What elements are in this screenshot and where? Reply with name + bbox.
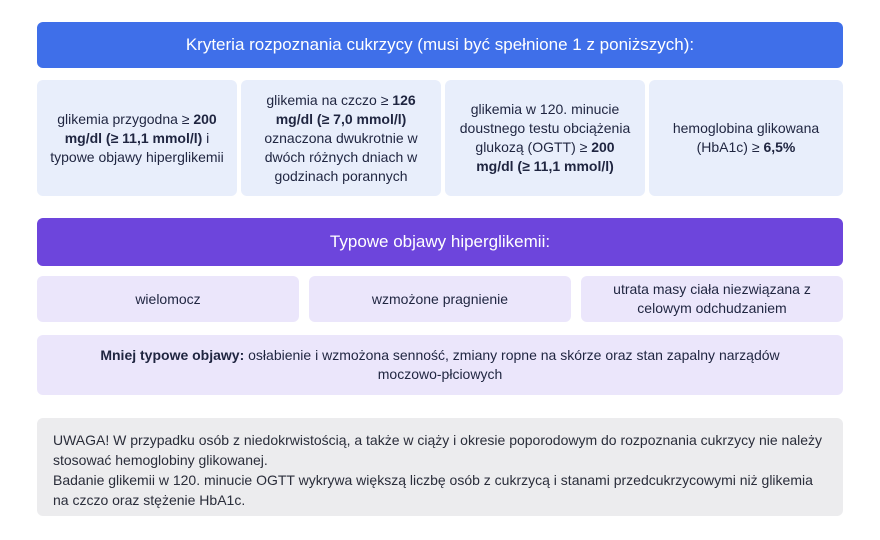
criterion-ogtt [445, 80, 645, 196]
note-line-2: Badanie glikemii w 120. minucie OGTT wykrywa większą liczbę osób z cukrzycą i stanami przedcukrzycowymi niż glikemia na czczo oraz stężenie HbA1c. [53, 472, 813, 508]
criterion-text: glikemia na czczo ≥ 126 mg/dl (≥ 7,0 mmol/l) oznaczona dwukrotnie w dwóch różnych dniach w godzinach porannych [264, 91, 418, 184]
criterion-random-glucose [37, 80, 237, 196]
less-typical-text: osłabienie i wzmożona senność, zmiany ropne na skórze oraz stan zapalny narządów moczowo-płciowych [244, 347, 780, 382]
less-typical-label: Mniej typowe objawy: [100, 347, 245, 363]
criterion-text: glikemia przygodna ≥ 200 mg/dl (≥ 11,1 mmol/l) i typowe objawy hiperglikemii [50, 110, 224, 165]
symptoms-header-text: Typowe objawy hiperglikemii: [329, 232, 551, 251]
symptom-polyuria: wielomocz [37, 276, 299, 322]
criterion-hba1c [649, 80, 843, 196]
criteria-header-text: Kryteria rozpoznania cukrzycy (musi być spełnione 1 z poniższych): [185, 35, 695, 54]
criterion-text: hemoglobina glikowana (HbA1c) ≥ 6,5% [672, 120, 820, 155]
less-typical-symptoms [37, 335, 843, 395]
criterion-text: glikemia w 120. minucie doustnego testu obciążenia glukozą (OGTT) ≥ 200 mg/dl (≥ 11,1 mmol/l) [459, 101, 631, 174]
symptoms-header [37, 218, 843, 266]
criterion-fasting-glucose [241, 80, 441, 196]
warning-note [37, 418, 843, 516]
symptom-thirst: wzmożone pragnienie [309, 276, 571, 322]
note-line-1: UWAGA! W przypadku osób z niedokrwistością, a także w ciąży i okresie poporodowym do rozpoznania cukrzycy nie należy stosować hemoglobiny glikowanej. [53, 432, 823, 468]
criteria-header [37, 22, 843, 68]
symptom-weight-loss: utrata masy ciała niezwiązana z celowym odchudzaniem [581, 276, 843, 322]
